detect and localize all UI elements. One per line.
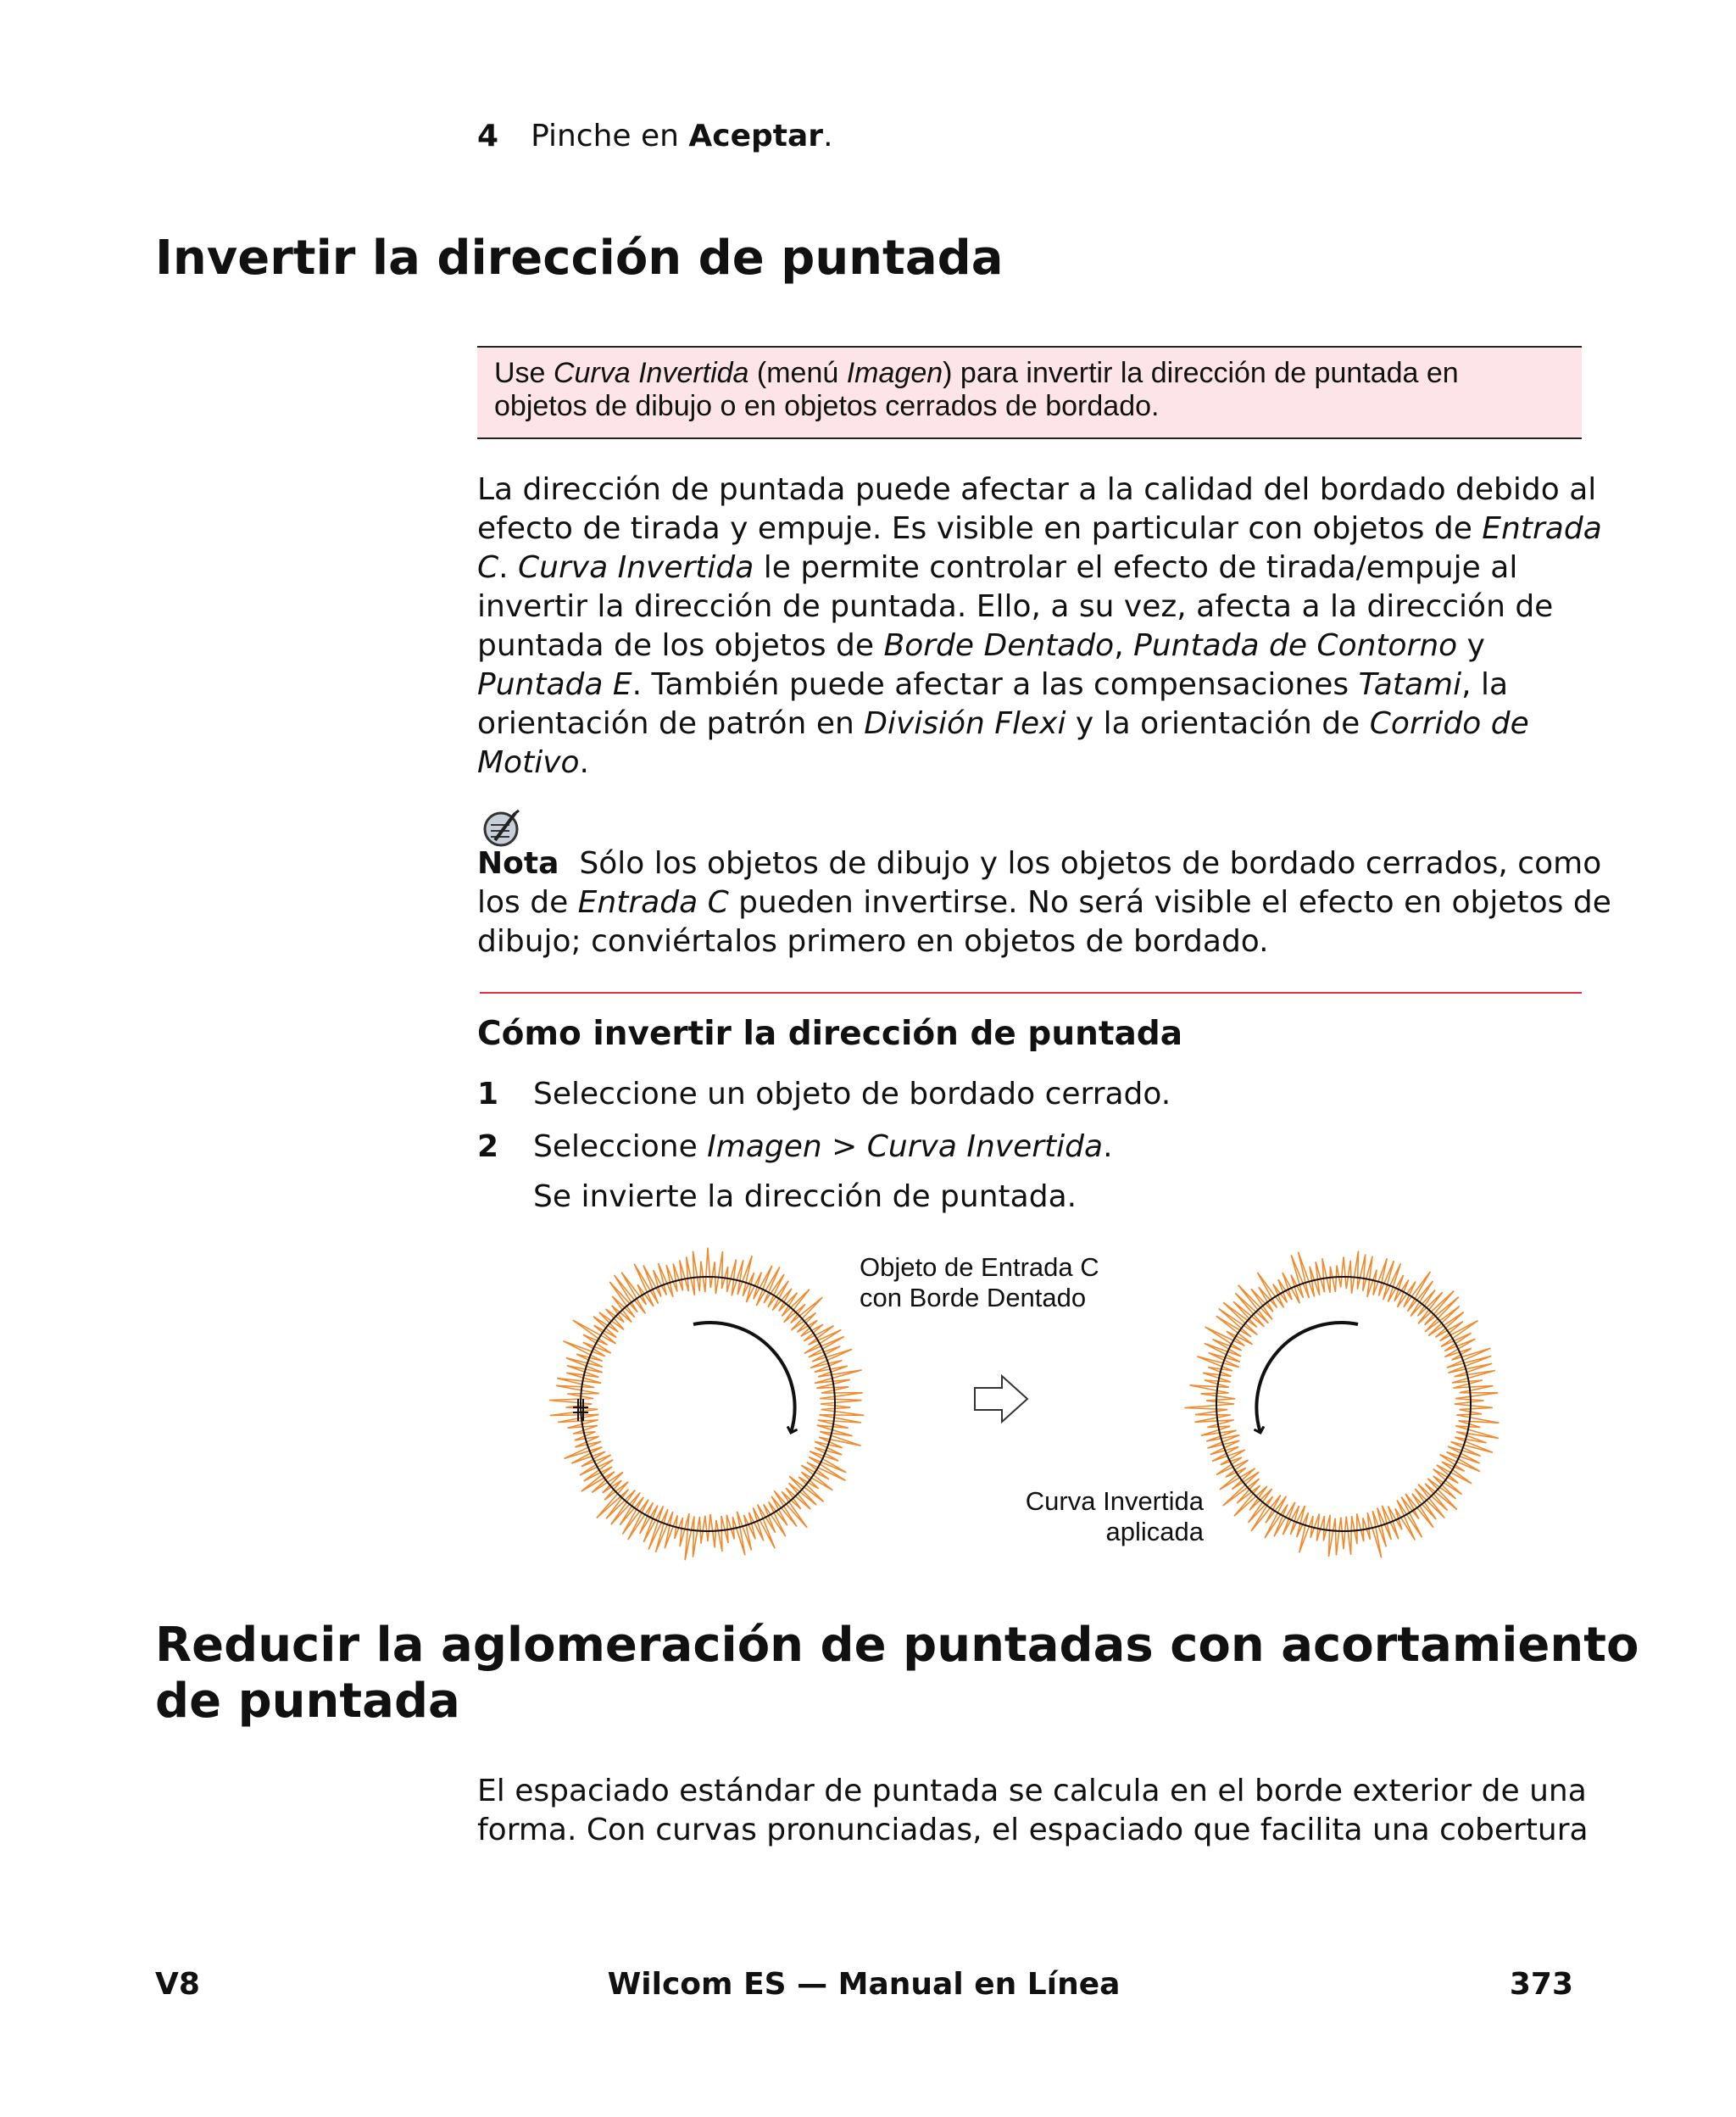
para-italic: Tatami: [1358, 667, 1462, 702]
para-line: [477, 549, 1602, 588]
howto-result: Se invierte la dirección de puntada.: [533, 1179, 1077, 1214]
note-pencil-icon: [481, 808, 524, 849]
callout-italic: Curva Invertida: [553, 357, 749, 389]
callout-text: (menú: [748, 357, 847, 389]
para-text: . También puede afectar a las compensaciones: [632, 667, 1359, 702]
callout-text: Use: [494, 357, 554, 389]
para-text: y la orientación de: [1066, 706, 1370, 741]
figure-label-original: [860, 1252, 1099, 1313]
callout-text: ) para invertir la dirección de puntada en: [943, 357, 1459, 389]
para-italic: Curva Invertida: [518, 550, 754, 585]
para-italic: Puntada E: [477, 667, 632, 702]
divider-red: [480, 992, 1582, 994]
accept-label: Aceptar: [688, 119, 824, 153]
para-text: y: [1457, 628, 1485, 663]
note-block: [477, 844, 1611, 961]
para-text: .: [498, 550, 519, 585]
para-line: [477, 744, 1602, 783]
label-line: Curva Invertida: [1025, 1486, 1204, 1516]
para-italic: Borde Dentado: [883, 628, 1115, 663]
title-line: de puntada: [155, 1674, 460, 1729]
satin-ring-right: [1184, 1251, 1499, 1558]
para-text: efecto de tirada y empuje. Es visible en particular con objetos de: [477, 511, 1483, 546]
body-paragraph: [477, 471, 1602, 783]
section2-paragraph: [477, 1772, 1589, 1850]
para-italic: C: [477, 550, 499, 585]
para-line: [477, 627, 1602, 666]
step-text-end: .: [823, 119, 833, 153]
conversion-arrow-icon: [975, 1376, 1027, 1422]
para-italic: División Flexi: [864, 706, 1066, 741]
section-title-reverse: Invertir la dirección de puntada: [155, 231, 1004, 286]
step-text-end: .: [1103, 1129, 1113, 1164]
callout-italic: Imagen: [846, 357, 943, 389]
note-line: dibujo; conviértalos primero en objetos de bordado.: [477, 924, 1269, 959]
para-line: invertir la dirección de puntada. Ello, a su vez, afecta a la dirección de: [477, 589, 1554, 624]
figure-label-reversed: [1000, 1486, 1204, 1547]
note-text: los de: [477, 885, 578, 920]
note-text: pueden invertirse. No será visible el efecto en objetos de: [728, 885, 1611, 920]
step-number: 1: [477, 1077, 499, 1111]
step-4: [477, 117, 833, 156]
para-italic: Corrido de: [1369, 706, 1529, 741]
step-italic: Imagen > Curva Invertida: [707, 1129, 1104, 1164]
para-line: La dirección de puntada puede afectar a la calidad del bordado debido al: [477, 472, 1597, 507]
para-text: , la: [1461, 667, 1509, 702]
para-line: El espaciado estándar de puntada se calcula en el borde exterior de una: [477, 1774, 1587, 1808]
para-italic: Puntada de Contorno: [1133, 628, 1458, 663]
callout-box: [477, 346, 1582, 439]
footer-title: Wilcom ES — Manual en Línea: [607, 1967, 1121, 2002]
step-number: 2: [477, 1129, 499, 1164]
para-line: [477, 666, 1602, 705]
note-line: [477, 844, 1611, 883]
direction-arrow-clockwise: [693, 1323, 795, 1433]
para-line: [477, 510, 1602, 549]
step-text: Seleccione un objeto de bordado cerrado.: [533, 1077, 1171, 1111]
note-line: [477, 883, 1611, 922]
callout-line-2: objetos de dibujo o en objetos cerrados de bordado.: [494, 390, 1160, 422]
section-title-shortening: [155, 1618, 1639, 1730]
para-line: [477, 705, 1602, 744]
step-text: Seleccione: [533, 1129, 708, 1164]
note-label: Nota: [477, 846, 559, 881]
step-text: Pinche en: [531, 119, 689, 153]
label-line: Objeto de Entrada C: [860, 1252, 1099, 1282]
note-text: Sólo los objetos de dibujo y los objetos de bordado cerrados, como: [579, 846, 1602, 881]
howto-title: Cómo invertir la dirección de puntada: [477, 1015, 1183, 1053]
para-text: .: [579, 745, 589, 780]
para-text: ,: [1114, 628, 1134, 663]
label-line: con Borde Dentado: [860, 1283, 1087, 1312]
howto-step-2: [477, 1128, 1113, 1167]
howto-step-1: [477, 1075, 1171, 1114]
para-text: puntada de los objetos de: [477, 628, 884, 663]
para-italic: Motivo: [477, 745, 580, 780]
footer-page-number: 373: [1509, 1967, 1573, 2002]
direction-arrow-counterclockwise: [1256, 1323, 1358, 1433]
para-italic: Entrada: [1482, 511, 1602, 546]
footer-version: V8: [155, 1967, 200, 2002]
title-line: Reducir la aglomeración de puntadas con acortamiento: [155, 1618, 1639, 1673]
para-line: forma. Con curvas pronunciadas, el espaciado que facilita una cobertura: [477, 1813, 1589, 1847]
label-line: aplicada: [1105, 1517, 1204, 1546]
satin-ring-left: [549, 1248, 864, 1561]
step-number: 4: [477, 119, 499, 153]
note-italic: Entrada C: [577, 885, 729, 920]
para-text: le permite controlar el efecto de tirada/empuje al: [754, 550, 1518, 585]
para-text: orientación de patrón en: [477, 706, 865, 741]
callout-line-1: [494, 357, 1582, 390]
